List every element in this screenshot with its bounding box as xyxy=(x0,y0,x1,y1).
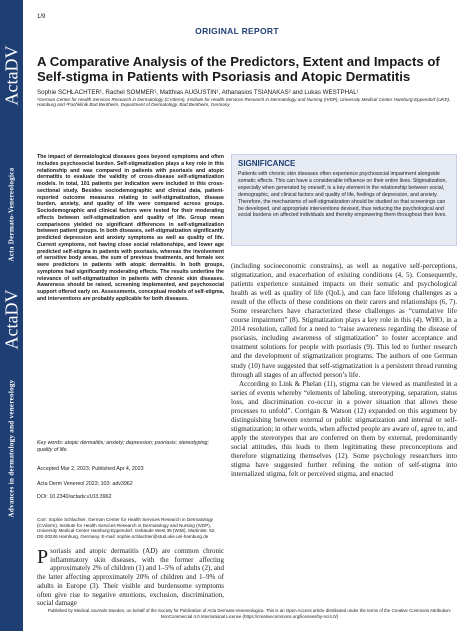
significance-title: SIGNIFICANCE xyxy=(238,159,296,168)
abstract: The impact of dermatological diseases goes beyond symptoms and often includes psychosocial burden. Self-stigmatization plays a key role in this relationship and was compared in patients with psoriasis and atopic dermatitis to evaluate the validity of cross-disease self-stigmatization models. In total, 101 patients per indication were included in this cross-sectional study. Besides sociodemographic and clinical data, patient-reported outcome measures relating to self-stigmatization, disease burden, anxiety, and quality of life were compared across groups. Sociodemographic and clinical factors were tested for their moderating effects between self-stigmatization and quality of life. Group mean comparisons yielded no significant differences in self-stigmatization between patient groups. In both diseases, self-stigmatization significantly predicted depression and anxiety symptoms as well as quality of life. Current symptoms, not having close social relationships, and lower age predicted self-stigma in patients with psoriasis, whereas the involvement of sensitive body areas, the sum of previous treatments, and female sex were predictors in patients with atopic dermatitis. In both groups, symptoms had significantly moderating effects. The results underline the relevance of self-stigmatization in patients with chronic skin diseases. Awareness should be raised, screening implemented, and psychosocial support offered early on. Assessments, conceptual models of self-stigma, and interventions are probably applicable for both diseases. xyxy=(37,154,224,302)
journal-logo-lower: ActaDV xyxy=(1,289,22,350)
report-type: ORIGINAL REPORT xyxy=(195,26,279,36)
correspondence: Corr: Sophie Schlachter, German Center for Health Services Research in Dermatology (CVderm), Institute for Health Services Research in Dermatology and Nursing (IVDP), University Medical Center Hamburg-Eppendorf, Gebäude West 38 (W38), Martinistr. 52, DE-20246 Hamburg, Germany. E-mail: sophie.schlachter@stud.uke.uni-hamburg.de xyxy=(37,517,216,539)
body-paragraph: (including socioeconomic constrains), as well as negative self-perceptions, stigmatization, and exacerbation of existing conditions (4, 5). Consequently, patients experience sustained impacts on their somatic and psychological health as well as quality of life (QoL), and can face lifelong challenges as a result of the effects of these conditions on their carers and relationships (6, 7). Some researchers have characterized these challenges as “cumulative life course impairment” (8). Stigmatization plays a key role in this (4). WHO, in a 2014 resolution, called for a need to “raise awareness regarding the disease of psoriasis, including awareness of stigmatization” to foster acceptance and treatment solutions for people with psoriasis (9). This led to further research and the development of stigmatization programs. The authors of one German study (10) have suggested that self-stigmatization is a persistent thread running through all stages of an affected person’s life. xyxy=(231,262,457,379)
doi-link[interactable]: DOI: 10.2340/actadv.v103.3962 xyxy=(37,494,112,500)
journal-tagline: Advances in dermatology and venereology xyxy=(7,379,16,518)
license-footer: Published by Medical Journals Sweden, on behalf of the Society for Publication of Acta Dermato-Venereologica. This is an Open Access article distributed under the terms of the Creative Commons Attribution-NonCommercial 4.0 International License (https://creativecommons.org/licenses/by-nc/4.0/) xyxy=(47,608,452,619)
author-list: Sophie SCHLACHTER¹, Rachel SOMMER¹, Matthias AUGUSTIN¹, Athanasios TSIANAKAS² and Lukas WESTPHAL¹ xyxy=(37,89,359,96)
article-title: A Comparative Analysis of the Predictors, Extent and Impacts of Self-stigma in Patients with Psoriasis and Atopic Dermatitis xyxy=(37,54,440,84)
intro-body: soriasis and atopic dermatitis (AD) are common chronic inflammatory skin diseases, with the former affecting approximately 2% of children (1) and 1–5% of adults (2), and the latter affecting approximately 20% of children and 1–9% of adults in Europe (3). Their visible and burdensome symptoms often give rise to negative emotions, exclusion, discrimination, social damage xyxy=(37,547,224,608)
keywords: Key words: atopic dermatitis; anxiety; depression; psoriasis; stereotyping; quality of life. xyxy=(37,440,209,453)
journal-spine xyxy=(0,0,23,631)
significance-box xyxy=(231,154,457,246)
drop-cap: P xyxy=(37,546,49,568)
significance-text: Patients with chronic skin diseases often experience psychosocial impairment alongside somatic effects. This can have a considerable influence on their entire lives. Stigmatization, especially when generated by oneself, is a key element in the relationship between social, demographic, and clinical factors and quality of life, feelings of depression, and anxiety. Therefore, the mechanisms of self-stigmatization should be studied so that screenings can be developed, and appropriate interventions devised, thus reducing the psychological and social burdens on affected individuals and thereby empowering them throughout their lives. xyxy=(238,171,447,219)
body-paragraph: According to Link & Phelan (11), stigma can be viewed as manifested in a series of events whereby “elements of labeling, stereotyping, separation, status loss, and discrimination co-occur in a power situation that allows these processes to unfold”. Corrigan & Watson (12) expanded on this argument by distinguishing between external or public stigmatization and internal or self-stigmatization; in other words, when affected people are aware of, agree to, and apply the stereotypes that are conferred on them by external, predominantly social attitudes, this leads to them legitimating these preconceptions and therefore stigmatizing themselves (12). Some psychology researchers into stigma have suggested further refining the notion of self-stigma into internalized stigma, felt or perceived stigma, and enacted xyxy=(231,379,457,479)
introduction-text xyxy=(37,547,224,608)
accepted-date: Accepted Mar 2, 2023; Published Apr 4, 2023 xyxy=(37,466,144,472)
journal-name: Acta Dermato-Venereologica xyxy=(7,167,16,262)
affiliations: ¹German Center for Health Services Research in Dermatology (CVderm), Institute for Health Services Research in Dermatology and Nursing (IVDP), University Medical Center Hamburg-Eppendorf (UKE), Hamburg and ²Fachklinik Bad Bentheim, Department of Dermatology, Bad Bentheim, Germany xyxy=(37,97,451,108)
body-text xyxy=(231,262,457,479)
journal-logo: ActaDV xyxy=(1,45,22,106)
page-number: 1/9 xyxy=(37,14,46,20)
citation: Acta Derm Venereol 2023; 103: adv3962 xyxy=(37,481,133,487)
